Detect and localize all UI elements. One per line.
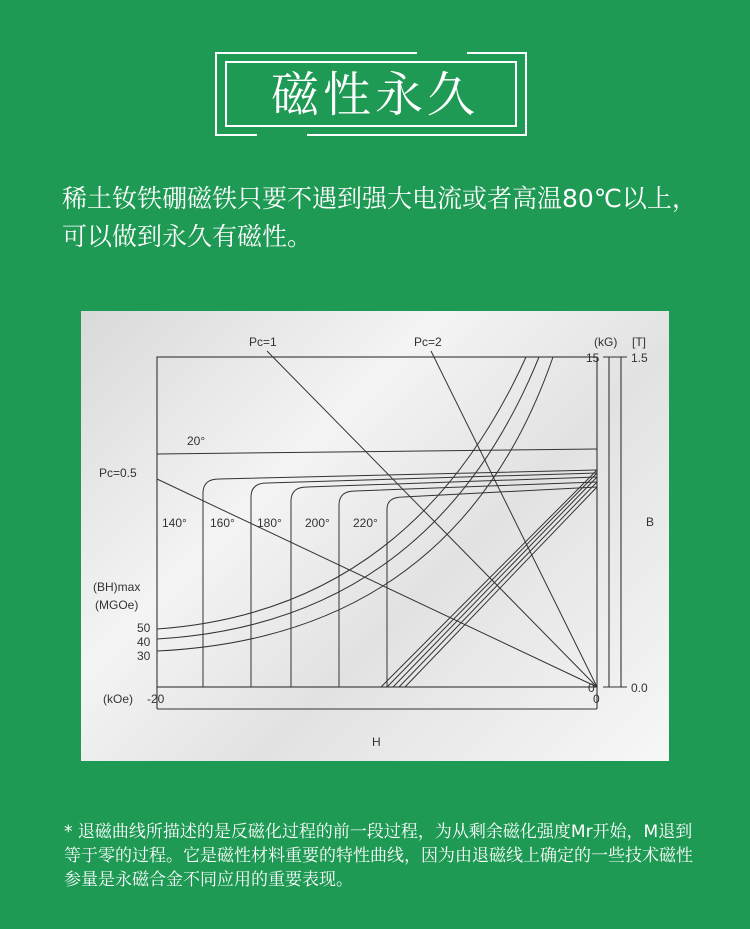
b-zero-kg-label: 0 [588,681,595,695]
b-zero-t-label: 0.0 [631,681,648,695]
pc-label-05: Pc=0.5 [99,466,137,480]
bh-value-30: 30 [137,649,151,663]
chart-svg [81,311,669,761]
bh-curve-50 [157,357,526,629]
demag-curve-180 [291,477,597,687]
demag-curve-20 [157,449,597,454]
b-top-kg-label: 15 [586,351,600,365]
b-top-t-label: 1.5 [631,351,648,365]
intro-text: 稀土钕铁硼磁铁只要不遇到强大电流或者高温80℃以上，可以做到永久有磁性。 [62,184,697,251]
bh-label-line1: (BH)max [93,580,141,594]
temp-label-180: 180° [257,516,282,530]
temp-label-220: 220° [353,516,378,530]
chart-frame [157,357,627,709]
b-unit-t: [T] [632,335,646,349]
temp-label-140: 140° [162,516,187,530]
b-unit-kg: (kG) [594,335,618,349]
page-title: 磁性永久 [270,67,479,123]
bh-curve-30 [157,357,553,651]
h-zero-label: 0 [593,692,600,706]
pc-label-2: Pc=2 [414,335,442,349]
demag-curve-140 [203,470,597,687]
h-min-label: -20 [147,692,165,706]
temp-label-160: 160° [210,516,235,530]
footnote-text: * 退磁曲线所描述的是反磁化过程的前一段过程，为从剩余磁化强度Mr开始，M退到等于零的过程。它是磁性材料重要的特性曲线，因为由退磁线上确定的一些技术磁性参量是永磁合金不同应用的重要表现。 [64,822,693,890]
bh-curve-40 [157,357,539,639]
temp-label-200: 200° [305,516,330,530]
demagnetization-chart [81,311,669,761]
bh-value-40: 40 [137,635,151,649]
demag-curves [157,449,597,687]
pc-line-05 [157,479,597,687]
temp-label-20: 20° [187,434,206,448]
bh-label-line2: (MGOe) [95,598,139,612]
title-frame-gap [417,50,467,56]
bh-curves [157,357,553,651]
demag-curve-220 [387,487,597,687]
h-unit-label: (kOe) [103,692,133,706]
h-axis-label: H [372,735,381,749]
bh-value-50: 50 [137,621,151,635]
pc-line-2 [431,351,597,687]
b-axis-label: B [646,515,655,529]
pc-label-1: Pc=1 [249,335,277,349]
title-frame-gap [257,132,307,138]
